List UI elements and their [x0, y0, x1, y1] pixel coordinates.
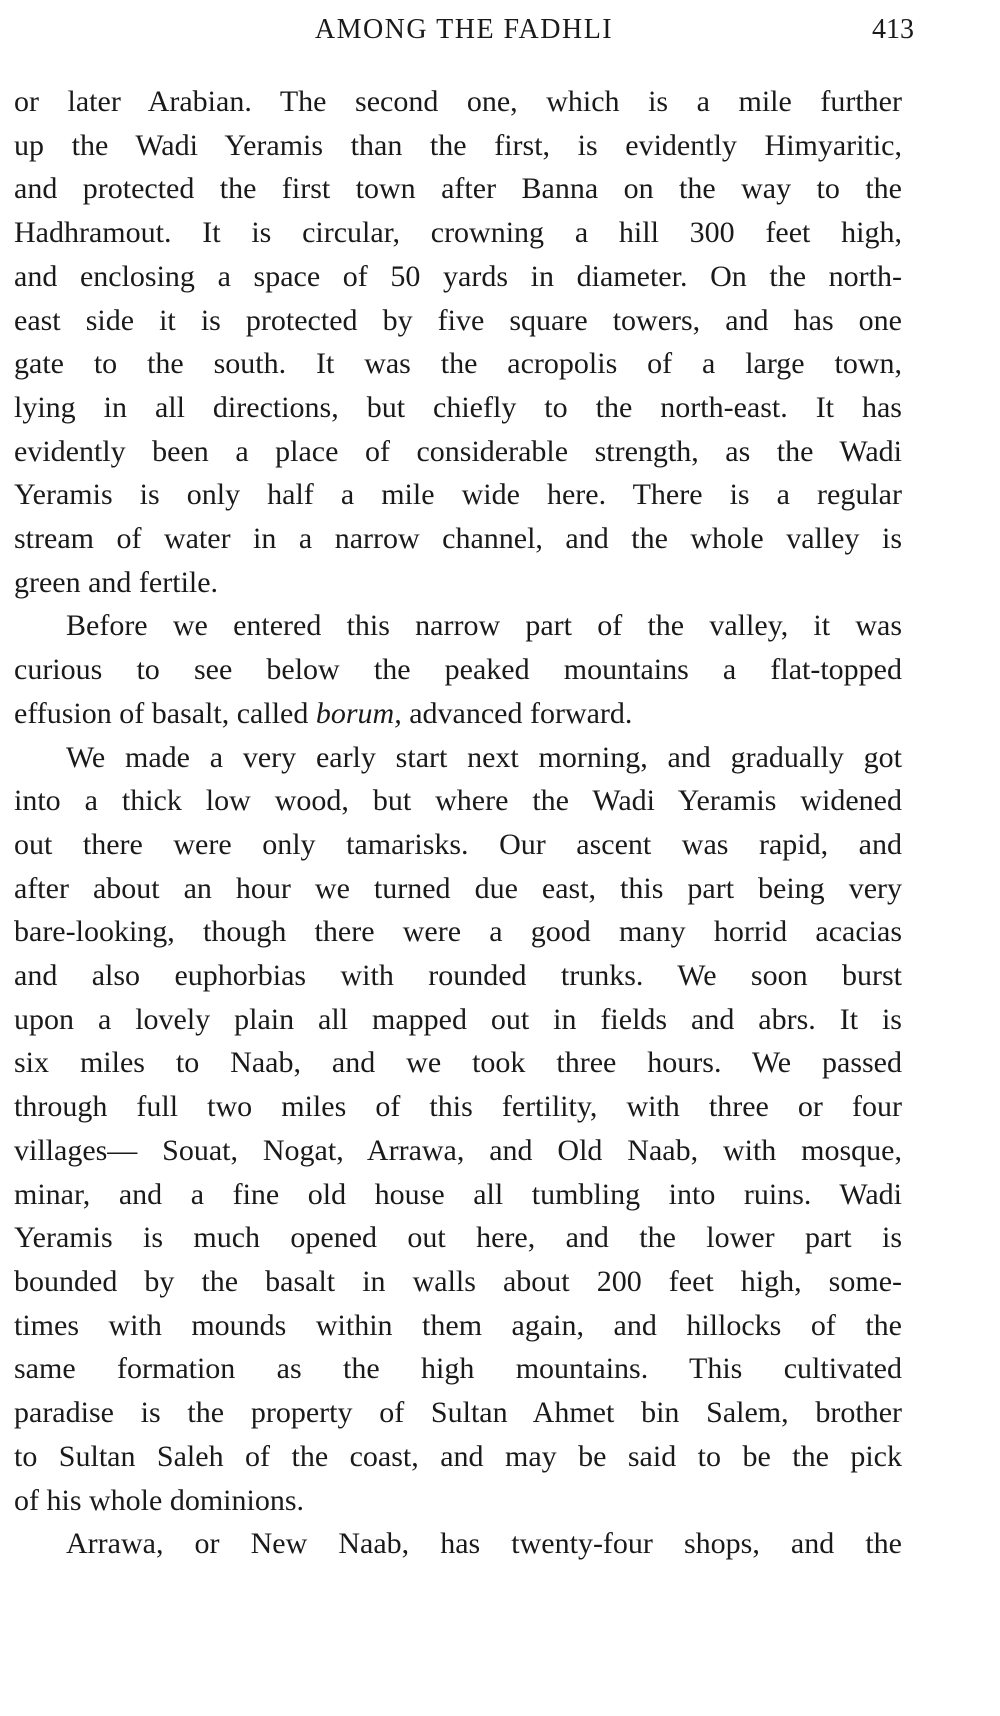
text-line: same formation as the high mountains. This cultivated: [14, 1352, 902, 1386]
text-line: and protected the first town after Banna on the way to the: [14, 172, 902, 206]
text-line: lying in all directions, but chiefly to the north-east. It has: [14, 390, 902, 424]
text-line: out there were only tamarisks. Our ascent was rapid, and: [14, 827, 902, 861]
text-line: upon a lovely plain all mapped out in fields and abrs. It is: [14, 1002, 902, 1036]
text-line: through full two miles of this fertility, with three or four: [14, 1090, 902, 1124]
text-line: Hadhramout. It is circular, crowning a hill 300 feet high,: [14, 216, 902, 250]
text-line: gate to the south. It was the acropolis of a large town,: [14, 347, 902, 381]
italic-term: borum,: [315, 696, 402, 730]
text-line: and also euphorbias with rounded trunks. We soon burst: [14, 959, 902, 993]
text-line: curious to see below the peaked mountains a flat-topped: [14, 653, 902, 687]
text-line: stream of water in a narrow channel, and the whole valley is: [14, 522, 902, 556]
text-line: villages— Souat, Nogat, Arrawa, and Old Naab, with mosque,: [14, 1133, 902, 1167]
text-line: to Sultan Saleh of the coast, and may be said to be the pick: [14, 1439, 902, 1473]
body-text: [14, 80, 902, 1566]
text-run: effusion of basalt, called: [14, 696, 316, 730]
text-run: advanced forward.: [401, 696, 633, 730]
running-head: [14, 14, 914, 54]
text-line: or later Arabian. The second one, which is a mile further: [14, 85, 902, 118]
text-line: Arrawa, or New Naab, has twenty-four shops, and the: [66, 1527, 902, 1561]
text-line: bare-looking, though there were a good many horrid acacias: [14, 915, 902, 949]
text-line: Before we entered this narrow part of the valley, it was: [66, 609, 902, 643]
text-line: times with mounds within them again, and hillocks of the: [14, 1308, 902, 1342]
paragraph-3: [14, 736, 902, 1523]
paragraph-1: [14, 80, 902, 604]
text-line: and enclosing a space of 50 yards in diameter. On the north-: [14, 259, 902, 293]
text-line: green and fertile.: [14, 565, 219, 599]
text-line: after about an hour we turned due east, this part being very: [14, 871, 902, 905]
text-line: We made a very early start next morning, and gradually got: [66, 740, 902, 774]
text-line: of his whole dominions.: [14, 1483, 304, 1517]
paragraph-2: [14, 604, 902, 735]
text-line: into a thick low wood, but where the Wadi Yeramis widened: [14, 784, 902, 818]
text-line: paradise is the property of Sultan Ahmet bin Salem, brother: [14, 1396, 902, 1430]
running-title: AMONG THE FADHLI: [314, 14, 614, 45]
text-line: Yeramis is much opened out here, and the lower part is: [14, 1221, 902, 1255]
text-line: six miles to Naab, and we took three hours. We passed: [14, 1046, 902, 1080]
text-line: east side it is protected by five square towers, and has one: [14, 303, 902, 337]
text-line: Yeramis is only half a mile wide here. There is a regular: [14, 478, 902, 512]
text-line: minar, and a fine old house all tumbling into ruins. Wadi: [14, 1177, 902, 1211]
text-line: evidently been a place of considerable strength, as the Wadi: [14, 434, 902, 468]
text-line: bounded by the basalt in walls about 200 feet high, some-: [14, 1264, 902, 1298]
text-line: up the Wadi Yeramis than the first, is evidently Himyaritic,: [14, 128, 902, 162]
page-number: 413: [872, 14, 914, 45]
paragraph-4: [14, 1522, 902, 1566]
text-line-mixed: [14, 692, 902, 736]
